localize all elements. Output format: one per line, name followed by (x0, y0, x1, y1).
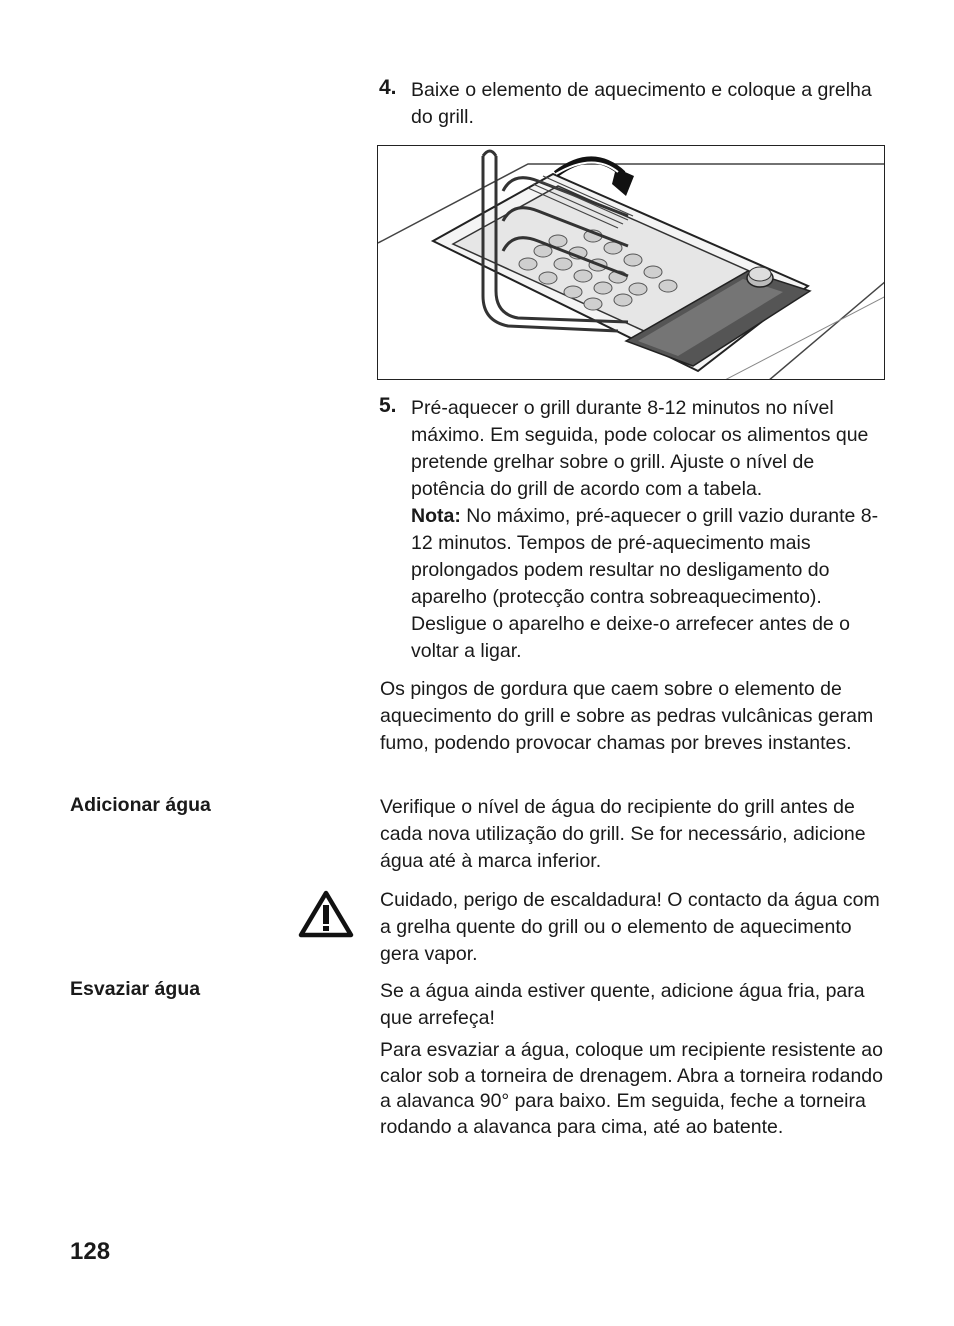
step-5-body (411, 395, 881, 665)
step-4-text: Baixe o elemento de aquecimento e coloque a grelha do grill. (411, 79, 872, 128)
warning-text: Cuidado, perigo de escaldadura! O contacto da água com a grelha quente do grill ou o elemento de aquecimento gera vapor. (380, 889, 880, 965)
grill-illustration (377, 145, 885, 380)
step-5-number: 5. (379, 394, 397, 417)
add-water-text: Verifique o nível de água do recipiente do grill antes de cada nova utilização do grill. Se for necessário, adicione água até à marca inferior. (380, 796, 866, 872)
add-water-heading: Adicionar água (70, 794, 211, 816)
note-text: No máximo, pré-aquecer o grill vazio durante 8-12 minutos. Tempos de pré-aquecimento mais prolongados podem resultar no desligamento do aparelho (protecção contra sobreaquecimento). Desligue o aparelho e deixe-o arrefecer antes de o voltar a ligar. (411, 505, 879, 662)
drain-water-heading: Esvaziar água (70, 978, 201, 1000)
grill-illustration-icon (378, 146, 885, 380)
step-4-number: 4. (379, 76, 397, 99)
note-label: Nota: (411, 505, 461, 527)
step-5-text: Pré-aquecer o grill durante 8-12 minutos no nível máximo. Em seguida, pode colocar os alimentos que pretende grelhar sobre o grill. Ajuste o nível de potência do grill de acordo com a tabela. (411, 397, 869, 500)
warning-triangle-icon (298, 890, 354, 938)
drain-water-text-1: Se a água ainda estiver quente, adicione água fria, para que arrefeça! (380, 980, 865, 1029)
page-number: 128 (70, 1238, 111, 1265)
fat-paragraph: Os pingos de gordura que caem sobre o elemento de aquecimento do grill e sobre as pedras vulcânicas geram fumo, podendo provocar chamas por breves instantes. (380, 678, 874, 754)
drain-water-text-2: Para esvaziar a água, coloque um recipiente resistente ao calor sob a torneira de drenagem. Abra a torneira rodando a alavanca 90° para baixo. Em seguida, feche a torneira rodando a alavanca para cima, até ao batente. (380, 1039, 883, 1138)
